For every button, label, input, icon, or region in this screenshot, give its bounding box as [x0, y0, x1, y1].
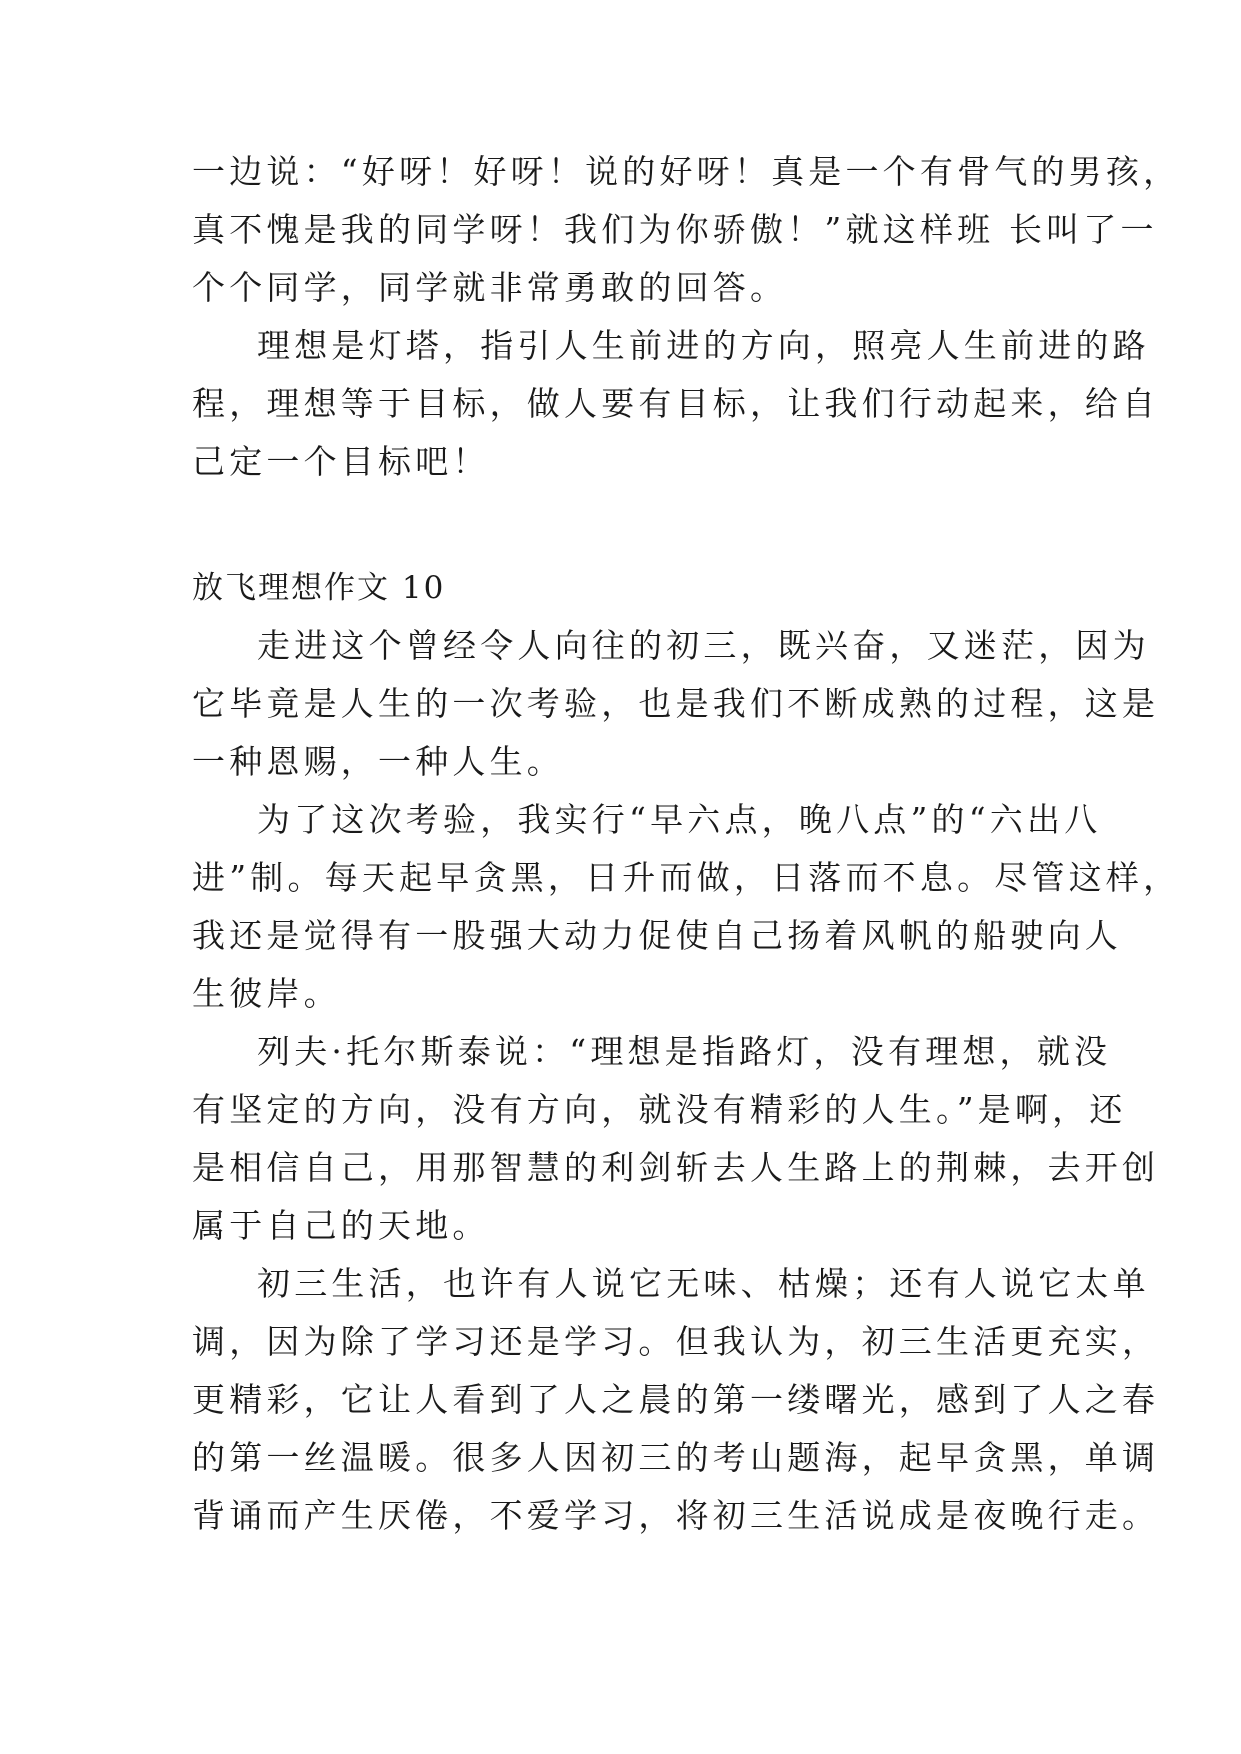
paragraph-line: 一种恩赐，一种人生。: [192, 742, 564, 781]
paragraph-line: 列夫·托尔斯泰说：“理想是指路灯，没有理想，就没: [257, 1032, 1112, 1071]
paragraph-line: 理想是灯塔，指引人生前进的方向，照亮人生前进的路: [257, 326, 1150, 365]
paragraph-line: 进”制。每天起早贪黑，日升而做，日落而不息。尽管这样，: [192, 858, 1181, 897]
paragraph-line: 一边说：“好呀！好呀！说的好呀！真是一个有骨气的男孩，: [192, 152, 1181, 191]
paragraph-line: 属于自己的天地。: [192, 1206, 490, 1245]
paragraph-line: 己定一个目标吧！: [192, 442, 490, 481]
paragraph-line: 背诵而产生厌倦，不爱学习，将初三生活说成是夜晚行走。: [192, 1496, 1160, 1535]
paragraph-line: 更精彩，它让人看到了人之晨的第一缕曙光，感到了人之春: [192, 1380, 1160, 1419]
paragraph-line: 为了这次考验，我实行“早六点，晚八点”的“六出八: [257, 800, 1102, 839]
paragraph-line: 的第一丝温暖。很多人因初三的考山题海，起早贪黑，单调: [192, 1438, 1160, 1477]
paragraph-line: 是相信自己，用那智慧的利剑斩去人生路上的荆棘，去开创: [192, 1148, 1160, 1187]
paragraph-line: 走进这个曾经令人向往的初三，既兴奋，又迷茫，因为: [257, 626, 1150, 665]
paragraph-line: 生彼岸。: [192, 974, 341, 1013]
paragraph-line: 程，理想等于目标，做人要有目标，让我们行动起来，给自: [192, 384, 1160, 423]
paragraph-line: 初三生活，也许有人说它无味、枯燥；还有人说它太单: [257, 1264, 1150, 1303]
paragraph-line: 它毕竟是人生的一次考验，也是我们不断成熟的过程，这是: [192, 684, 1160, 723]
paragraph-line: 真不愧是我的同学呀！我们为你骄傲！”就这样班 长叫了一: [192, 210, 1158, 249]
paragraph-line: 个个同学，同学就非常勇敢的回答。: [192, 268, 788, 307]
section-heading: 放飞理想作文 10: [192, 570, 446, 606]
paragraph-line: 有坚定的方向，没有方向，就没有精彩的人生。”是啊，还: [192, 1090, 1127, 1129]
paragraph-line: 调，因为除了学习还是学习。但我认为，初三生活更充实，: [192, 1322, 1160, 1361]
paragraph-line: 我还是觉得有一股强大动力促使自己扬着风帆的船驶向人: [192, 916, 1122, 955]
